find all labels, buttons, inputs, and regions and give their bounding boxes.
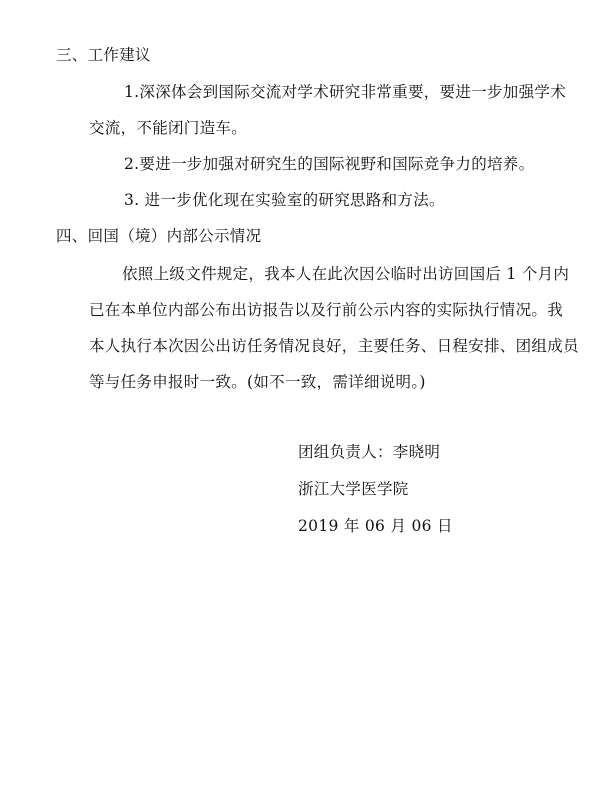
signature-date: 2019 年 06 月 06 日	[298, 517, 453, 535]
paragraph-line-1: 依照上级文件规定，我本人在此次因公临时出访回国后 1 个月内	[122, 265, 570, 283]
suggestion-3: 3. 进一步优化现在实验室的研究思路和方法。	[124, 191, 445, 209]
section-4-heading: 四、回国（境）内部公示情况	[56, 227, 262, 245]
section-3-heading: 三、工作建议	[56, 46, 151, 64]
suggestion-2: 2.要进一步加强对研究生的国际视野和国际竞争力的培养。	[124, 155, 535, 173]
organization: 浙江大学医学院	[298, 480, 409, 498]
paragraph-line-4: 等与任务申报时一致。(如不一致，需详细说明。)	[89, 373, 426, 391]
paragraph-line-3: 本人执行本次因公出访任务情况良好，主要任务、日程安排、团组成员	[89, 337, 579, 355]
team-leader: 团组负责人：李晓明	[298, 443, 441, 461]
paragraph-line-2: 已在本单位内部公布出访报告以及行前公示内容的实际执行情况。我	[89, 301, 564, 319]
suggestion-1-line-2: 交流，不能闭门造车。	[89, 119, 248, 137]
suggestion-1-line-1: 1.深深体会到国际交流对学术研究非常重要，要进一步加强学术	[124, 83, 566, 101]
